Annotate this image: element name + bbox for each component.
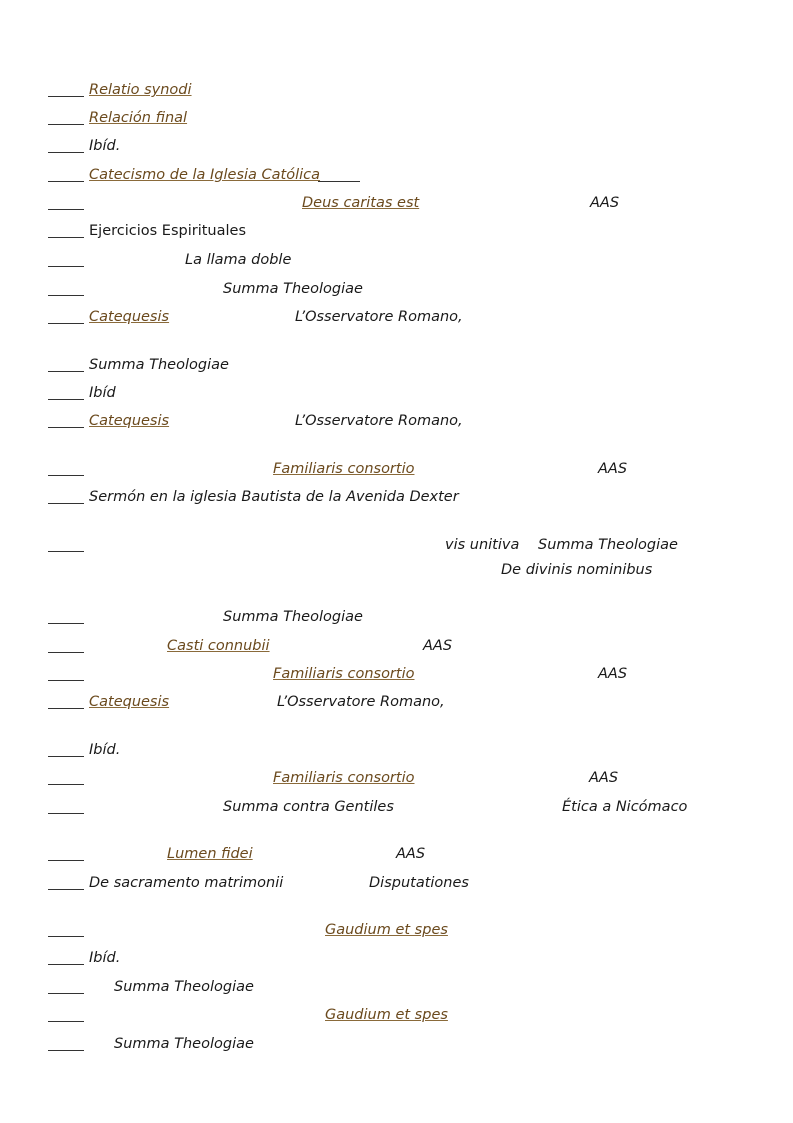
footnote-text: Disputationes [369, 875, 469, 891]
footnote-marker-rule [48, 266, 84, 267]
footnote-text: Sermón en la iglesia Bautista de la Avenida Dexter [89, 489, 459, 505]
footnote-link[interactable]: Familiaris consortio [273, 666, 415, 682]
footnote-24 [48, 873, 793, 893]
footnote-marker-rule [48, 371, 84, 372]
footnote-link[interactable]: Catequesis [89, 413, 170, 429]
footnote-15 [48, 535, 793, 578]
footnote-7 [48, 250, 793, 270]
footnote-marker-rule [48, 181, 84, 182]
footnote-10 [48, 355, 793, 375]
footnote-marker-rule [48, 1050, 84, 1051]
footnote-text: AAS [590, 195, 620, 211]
footnote-link[interactable]: Familiaris consortio [273, 461, 415, 477]
footnote-22 [48, 797, 793, 817]
footnote-marker-rule [48, 551, 84, 552]
footnote-text: Summa Theologiae [89, 357, 229, 373]
footnote-11 [48, 383, 793, 403]
footnote-1 [48, 80, 793, 100]
footnote-4 [48, 165, 793, 185]
footnote-text: AAS [396, 846, 426, 862]
footnote-text: AAS [423, 638, 453, 654]
footnote-text: La llama doble [185, 252, 292, 268]
footnote-continuation: De divinis nominibus [501, 562, 653, 578]
footnote-text: AAS [598, 666, 628, 682]
footnote-marker-rule [48, 1021, 84, 1022]
footnote-marker-rule [48, 784, 84, 785]
footnote-marker-rule [48, 475, 84, 476]
footnote-18 [48, 664, 793, 684]
footnote-marker-rule [48, 295, 84, 296]
footnote-marker-rule [48, 756, 84, 757]
footnote-8 [48, 279, 793, 299]
footnote-9 [48, 307, 793, 327]
footnote-12 [48, 411, 793, 431]
footnote-text: Ibíd. [89, 742, 121, 758]
footnote-14 [48, 487, 793, 507]
footnote-marker-rule [48, 993, 84, 994]
footnote-marker-rule [48, 237, 84, 238]
footnote-link[interactable]: Lumen fidei [167, 846, 253, 862]
footnote-marker-rule [48, 209, 84, 210]
footnote-marker-rule [48, 708, 84, 709]
footnote-link[interactable]: Relatio synodi [89, 82, 192, 98]
footnote-marker-rule [48, 503, 84, 504]
footnote-text: Summa Theologiae [538, 537, 678, 553]
footnote-link[interactable]: Relación final [89, 110, 188, 126]
footnote-marker-rule [48, 889, 84, 890]
footnote-28 [48, 1005, 793, 1025]
footnote-marker-rule [48, 399, 84, 400]
footnote-text: Ibíd. [89, 138, 121, 154]
footnote-13 [48, 459, 793, 479]
footnote-text: Summa contra Gentiles [223, 799, 394, 815]
footnote-text: Summa Theologiae [114, 979, 254, 995]
footnote-link[interactable]: Gaudium et spes [325, 922, 448, 938]
footnote-20 [48, 740, 793, 760]
footnote-marker-rule [48, 96, 84, 97]
footnote-marker-rule [48, 323, 84, 324]
footnote-text: De sacramento matrimonii [89, 875, 284, 891]
footnote-19 [48, 692, 793, 712]
footnote-text: Ibíd. [89, 950, 121, 966]
footnote-text: Ejercicios Espirituales [89, 223, 246, 239]
footnote-16 [48, 607, 793, 627]
footnote-link[interactable]: Familiaris consortio [273, 770, 415, 786]
footnote-text: Summa Theologiae [223, 281, 363, 297]
footnote-link[interactable]: Catecismo de la Iglesia Católica [89, 167, 321, 183]
footnote-link[interactable]: Casti connubii [167, 638, 270, 654]
footnote-text: vis unitiva [445, 537, 520, 553]
footnote-marker-rule [48, 623, 84, 624]
footnote-26 [48, 948, 793, 968]
footnote-17 [48, 636, 793, 656]
footnote-5 [48, 193, 793, 213]
footnote-marker-rule [48, 680, 84, 681]
footnote-2 [48, 108, 793, 128]
footnote-link[interactable]: Catequesis [89, 694, 170, 710]
footnote-marker-rule [48, 860, 84, 861]
footnote-3 [48, 136, 793, 156]
footnote-marker-rule [48, 936, 84, 937]
footnote-link[interactable]: Catequesis [89, 309, 170, 325]
footnote-text: AAS [589, 770, 619, 786]
footnote-marker-rule [48, 427, 84, 428]
footnote-21 [48, 768, 793, 788]
footnote-23 [48, 844, 793, 864]
trailing-rule [318, 181, 360, 182]
footnote-marker-rule [48, 964, 84, 965]
footnote-29 [48, 1034, 793, 1054]
footnote-marker-rule [48, 652, 84, 653]
footnote-link[interactable]: Deus caritas est [302, 195, 420, 211]
footnote-25 [48, 920, 793, 940]
footnote-marker-rule [48, 813, 84, 814]
footnote-6 [48, 221, 793, 241]
footnote-marker-rule [48, 152, 84, 153]
footnote-27 [48, 977, 793, 997]
footnote-text: Summa Theologiae [223, 609, 363, 625]
footnote-text: AAS [598, 461, 628, 477]
footnote-link[interactable]: Gaudium et spes [325, 1007, 448, 1023]
footnote-text: Ibíd [89, 385, 116, 401]
footnote-text: Summa Theologiae [114, 1036, 254, 1052]
footnote-text: L’Osservatore Romano, [295, 309, 463, 325]
footnote-text: L’Osservatore Romano, [277, 694, 445, 710]
footnote-text: L’Osservatore Romano, [295, 413, 463, 429]
footnote-marker-rule [48, 124, 84, 125]
footnote-text: Ética a Nicómaco [562, 799, 688, 815]
